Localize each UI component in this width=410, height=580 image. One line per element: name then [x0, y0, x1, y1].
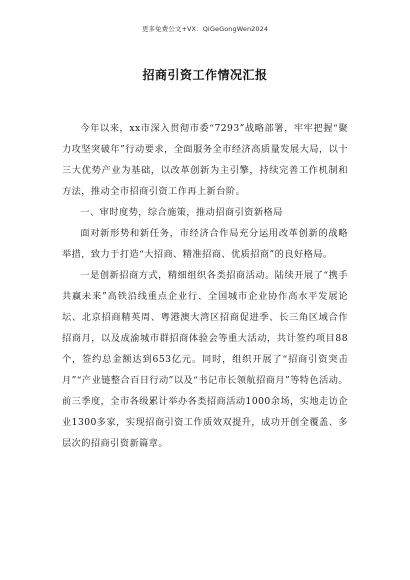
- header-note: 更多免费公文+VX：QiGeGongWen2024: [141, 25, 269, 33]
- paragraph-overview: 面对新形势和新任务，市经济合作局充分运用改革创新的战略举措，致力于打造“大招商、精准招商、优质招商”的良好格局。: [62, 228, 348, 260]
- document-title: 招商引资工作情况汇报: [142, 68, 268, 82]
- document-body: [62, 118, 348, 454]
- paragraph-intro: 今年以来，xx市深入贯彻市委“7293”战略部署，牢牢把握“聚力攻坚突破年”行动要求，全面服务全市经济高质量发展大局，以十三大优势产业为基础，以改革创新为主引擎，持续完善工作机制和方法，推动全市招商引资工作再上新台阶。: [62, 123, 348, 197]
- section-heading: 一、审时度势，综合施策，推动招商引资新格局: [80, 207, 283, 218]
- paragraph-detail: 一是创新招商方式，精细组织各类招商活动。陆续开展了“携手共赢未来”高铁沿线重点企业行、全国城市企业协作高水平发展论坛、北京招商精英周、粤港澳大湾区招商促进季、长三角区域合作招商月，以及成渝城市群招商体验会等重大活动，共计签约项目88个，签约总金额达到653亿元。同时，组织开展了“招商引资突击月”“产业链整合百日行动”以及“书记市长领航招商月”等特色活动。前三季度，全市各级累计举办各类招商活动1000余场，实地走访企业1300多家，实现招商引资工作质效双提升，成功开创全覆盖、多层次的招商引资新篇章。: [62, 270, 348, 449]
